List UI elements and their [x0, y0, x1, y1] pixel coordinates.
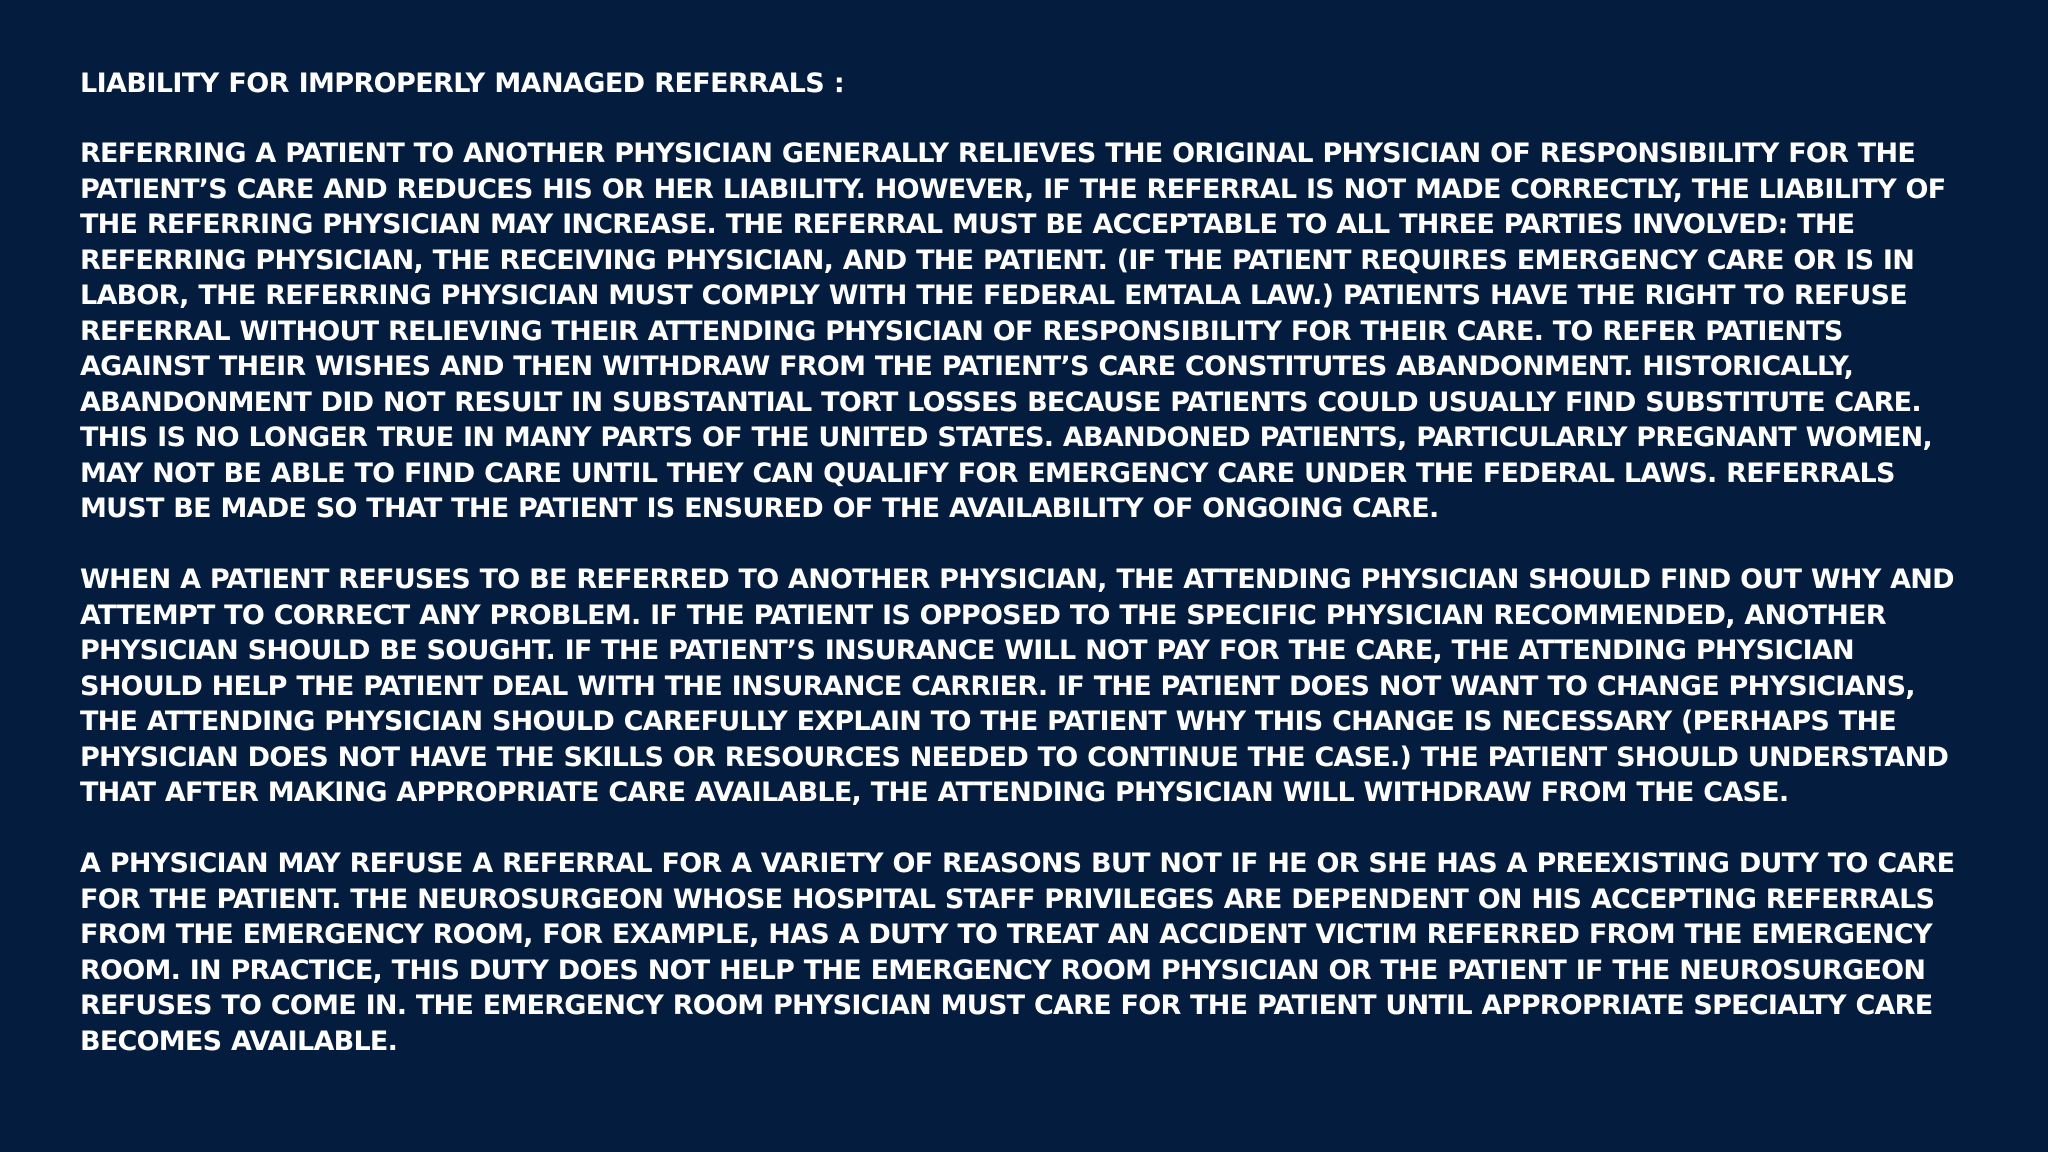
text-line: MUST BE MADE SO THAT THE PATIENT IS ENSURED OF THE AVAILABILITY OF ONGOING CARE. — [80, 493, 1439, 524]
text-line: WHEN A PATIENT REFUSES TO BE REFERRED TO ANOTHER PHYSICIAN, THE ATTENDING PHYSICIAN SHOULD FIND OUT WHY AND — [80, 564, 1954, 595]
paragraph-referral-responsibility — [80, 136, 1968, 527]
text-line: THAT AFTER MAKING APPROPRIATE CARE AVAILABLE, THE ATTENDING PHYSICIAN WILL WITHDRAW FROM THE CASE. — [80, 777, 1789, 808]
page-title: LIABILITY FOR IMPROPERLY MANAGED REFERRALS : — [80, 68, 845, 99]
text-line: ABANDONMENT DID NOT RESULT IN SUBSTANTIAL TORT LOSSES BECAUSE PATIENTS COULD USUALLY FIND SUBSTITUTE CARE. — [80, 386, 1921, 418]
text-line: FOR THE PATIENT. THE NEUROSURGEON WHOSE HOSPITAL STAFF PRIVILEGES ARE DEPENDENT ON HIS ACCEPTING REFERRALS — [80, 883, 1935, 915]
text-line: MAY NOT BE ABLE TO FIND CARE UNTIL THEY CAN QUALIFY FOR EMERGENCY CARE UNDER THE FEDERAL LAWS. REFERRALS — [80, 457, 1895, 489]
text-line: PHYSICIAN SHOULD BE SOUGHT. IF THE PATIENT’S INSURANCE WILL NOT PAY FOR THE CARE, THE ATTENDING PHYSICIAN — [80, 635, 1854, 666]
text-line: THE REFERRING PHYSICIAN MAY INCREASE. THE REFERRAL MUST BE ACCEPTABLE TO ALL THREE PARTIES INVOLVED: THE — [80, 209, 1855, 240]
text-line: ATTEMPT TO CORRECT ANY PROBLEM. IF THE PATIENT IS OPPOSED TO THE SPECIFIC PHYSICIAN RECOMMENDED, ANOTHER — [80, 599, 1886, 631]
text-line: A PHYSICIAN MAY REFUSE A REFERRAL FOR A VARIETY OF REASONS BUT NOT IF HE OR SHE HAS A PREEXISTING DUTY TO CARE — [80, 848, 1955, 879]
paragraph-patient-refusal — [80, 562, 1968, 811]
text-line: SHOULD HELP THE PATIENT DEAL WITH THE INSURANCE CARRIER. IF THE PATIENT DOES NOT WANT TO CHANGE PHYSICIANS, — [80, 670, 1915, 702]
text-line: REFERRING PHYSICIAN, THE RECEIVING PHYSICIAN, AND THE PATIENT. (IF THE PATIENT REQUIRES EMERGENCY CARE OR IS IN — [80, 244, 1915, 276]
text-line: PHYSICIAN DOES NOT HAVE THE SKILLS OR RESOURCES NEEDED TO CONTINUE THE CASE.) THE PATIENT SHOULD UNDERSTAND — [80, 741, 1949, 773]
text-line: BECOMES AVAILABLE. — [80, 1025, 398, 1057]
text-line: FROM THE EMERGENCY ROOM, FOR EXAMPLE, HAS A DUTY TO TREAT AN ACCIDENT VICTIM REFERRED FROM THE EMERGENCY — [80, 919, 1932, 950]
paragraph-physician-refusal — [80, 846, 1968, 1059]
text-line: THIS IS NO LONGER TRUE IN MANY PARTS OF THE UNITED STATES. ABANDONED PATIENTS, PARTICULARLY PREGNANT WOMEN, — [80, 422, 1933, 453]
text-line: REFERRAL WITHOUT RELIEVING THEIR ATTENDING PHYSICIAN OF RESPONSIBILITY FOR THEIR CARE. TO REFER PATIENTS — [80, 315, 1843, 347]
text-line: THE ATTENDING PHYSICIAN SHOULD CAREFULLY EXPLAIN TO THE PATIENT WHY THIS CHANGE IS NECESSARY (PERHAPS THE — [80, 706, 1896, 737]
text-line: LABOR, THE REFERRING PHYSICIAN MUST COMPLY WITH THE FEDERAL EMTALA LAW.) PATIENTS HAVE THE RIGHT TO REFUSE — [80, 280, 1907, 311]
text-line: ROOM. IN PRACTICE, THIS DUTY DOES NOT HELP THE EMERGENCY ROOM PHYSICIAN OR THE PATIENT IF THE NEUROSURGEON — [80, 954, 1926, 986]
text-line: PATIENT’S CARE AND REDUCES HIS OR HER LIABILITY. HOWEVER, IF THE REFERRAL IS NOT MADE CORRECTLY, THE LIABILITY OF — [80, 173, 1946, 205]
text-line: REFUSES TO COME IN. THE EMERGENCY ROOM PHYSICIAN MUST CARE FOR THE PATIENT UNTIL APPROPRIATE SPECIALTY CARE — [80, 990, 1933, 1021]
text-line: REFERRING A PATIENT TO ANOTHER PHYSICIAN GENERALLY RELIEVES THE ORIGINAL PHYSICIAN OF RESPONSIBILITY FOR THE — [80, 138, 1916, 169]
text-line: AGAINST THEIR WISHES AND THEN WITHDRAW FROM THE PATIENT’S CARE CONSTITUTES ABANDONMENT. HISTORICALLY, — [80, 351, 1854, 382]
